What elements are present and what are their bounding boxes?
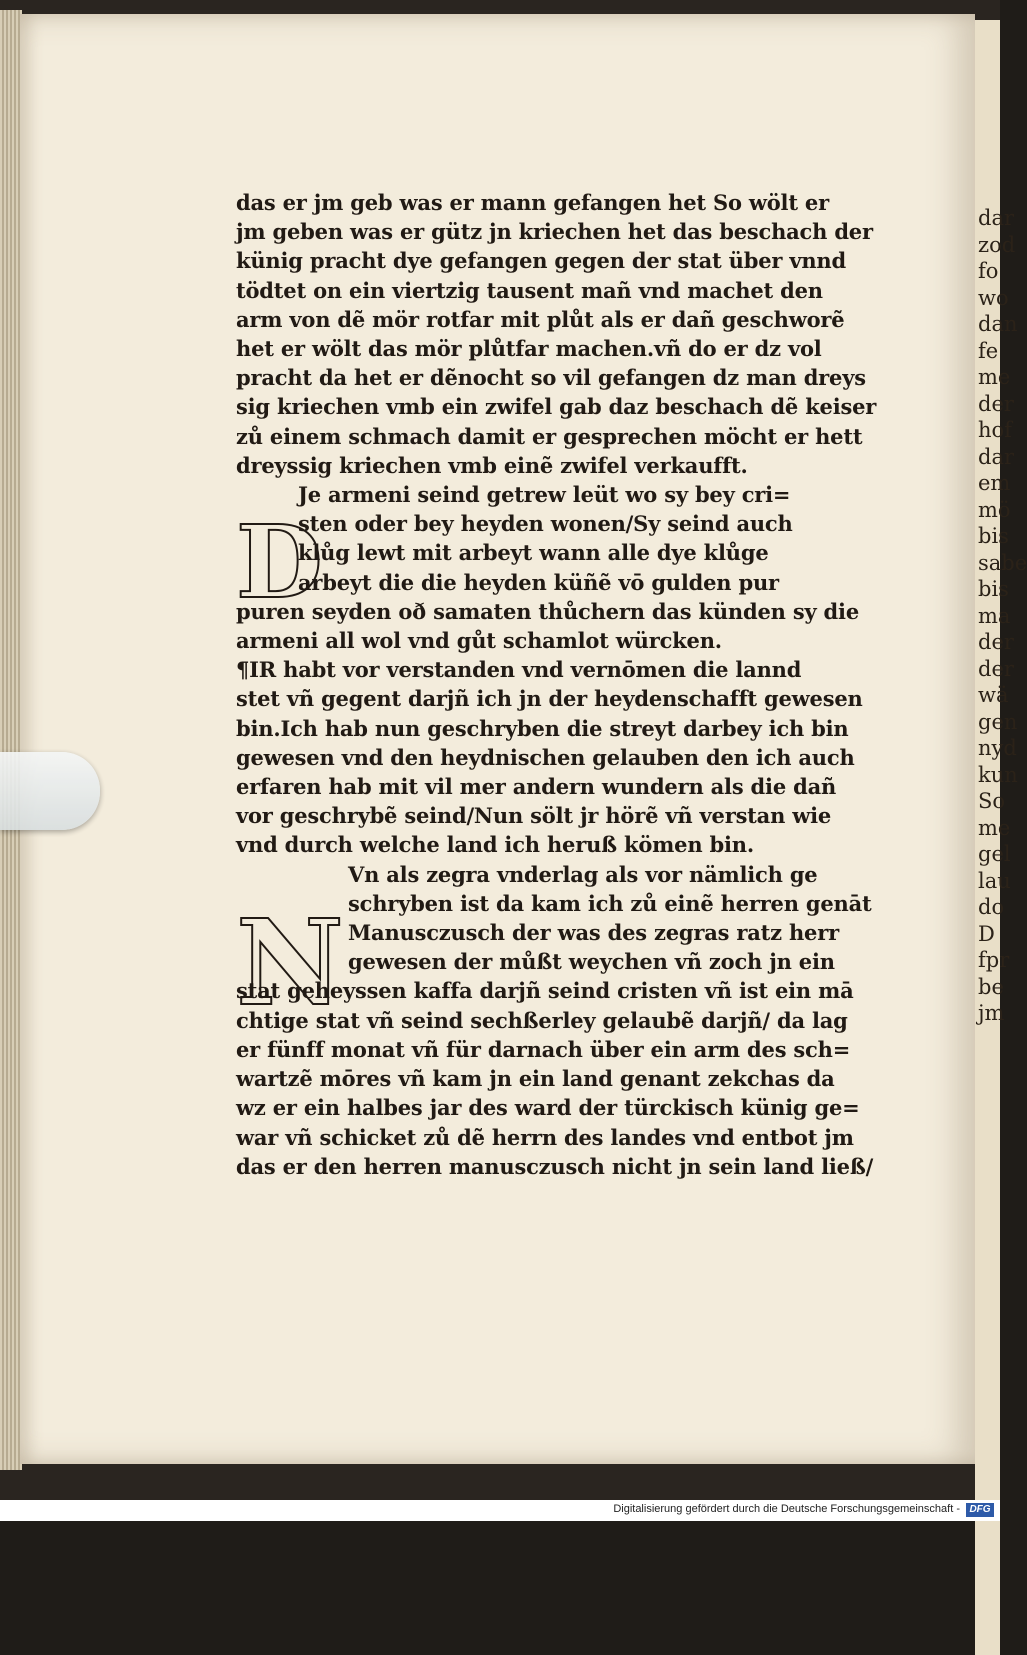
- funding-notice: Digitalisierung gefördert durch die Deutsche Forschungsgemeinschaft -: [613, 1503, 960, 1515]
- facing-page-fragment: der: [978, 391, 1014, 416]
- facing-page-fragment: sabe: [978, 550, 1027, 575]
- facing-page-fragment: fpr: [978, 948, 1010, 972]
- text-line: vnd durch welche land ich heruß kömen bin.: [236, 832, 754, 858]
- text-line: jm geben was er gütz jn kriechen het das beschach der: [236, 219, 873, 245]
- facing-page-fragment: be: [978, 974, 1004, 999]
- decorated-initial-d: D: [236, 503, 323, 621]
- text-line: armeni all wol vnd gůt schamlot würcken.: [236, 628, 722, 654]
- text-line: er fünff monat vñ für darnach über ein arm des sch=: [236, 1036, 851, 1062]
- facing-page-fragment: em: [978, 471, 1011, 495]
- text-line: bin.Ich hab nun geschryben die streyt darbey ich bin: [236, 715, 849, 741]
- text-line: arbeyt die die heyden küñẽ vō gulden pur: [298, 569, 779, 595]
- facing-page-fragment: fo: [978, 259, 999, 283]
- text-line: das er den herren manusczusch nicht jn sein land ließ/: [236, 1153, 874, 1179]
- text-line: sig kriechen vmb ein zwifel gab daz beschach dẽ keiser: [236, 394, 877, 420]
- paragraph-2: [236, 480, 876, 655]
- text-line: Manusczusch der was des zegras ratz herr: [348, 920, 839, 946]
- text-line: pracht da het er dẽnocht so vil gefangen dz man dreys: [236, 365, 866, 391]
- text-line: tödtet on ein viertzig tausent mañ vnd machet den: [236, 277, 823, 303]
- facing-page-fragment: fe: [978, 338, 999, 363]
- text-line: erfaren hab mit vil mer andern wundern als die dañ: [236, 774, 837, 800]
- text-line: chtige stat vñ seind sechßerley gelaubẽ darjñ/ da lag: [236, 1007, 848, 1033]
- facing-page-fragment: D: [978, 921, 995, 946]
- footer-bar: [0, 1500, 1000, 1521]
- facing-page-fragment: mö: [978, 497, 1011, 522]
- facing-page-fragment: kun: [978, 762, 1018, 787]
- facing-page-fragment: me: [978, 365, 1011, 389]
- facing-page-fragment: gen: [978, 709, 1018, 734]
- facing-page-fragment: der: [978, 630, 1014, 654]
- facing-page-fragment: jm: [978, 1001, 1005, 1025]
- decorated-initial-n: N: [236, 893, 344, 1032]
- facing-page-fragment: nyd: [978, 736, 1017, 760]
- facing-page-fragment: dar: [978, 444, 1015, 469]
- facing-page-edge: [975, 20, 1027, 1655]
- text-line: künig pracht dye gefangen gegen der stat über vnnd: [236, 248, 846, 274]
- text-line: schryben ist da kam ich zů einẽ herren genāt: [348, 890, 872, 916]
- facing-page-fragment: bis: [978, 524, 1009, 548]
- text-line: war vñ schicket zů dẽ herrn des landes vnd entbot jm: [236, 1124, 854, 1150]
- paragraph-1: [236, 188, 876, 480]
- facing-page-fragment: dar: [978, 206, 1015, 230]
- text-line: gewesen vnd den heydnischen gelauben den ich auch: [236, 744, 855, 770]
- text-line: puren seyden oð samaten thůchern das künden sy die: [236, 598, 859, 624]
- facing-page-fragment: lau: [978, 868, 1011, 893]
- text-line: wartzẽ mōres vñ kam jn ein land genant zekchas da: [236, 1066, 835, 1092]
- facing-page-fragment: hof: [978, 418, 1012, 442]
- paragraph-3: [236, 655, 876, 859]
- text-line: klůg lewt mit arbeyt wann alle dye klůge: [298, 540, 769, 566]
- text-line: gewesen der můßt weychen vñ zoch jn ein: [348, 949, 835, 975]
- facing-page-fragment: me: [978, 815, 1011, 840]
- text-line: ¶IR habt vor verstanden vnd vernōmen die lannd: [236, 657, 802, 683]
- text-line: Vn als zegra vnderlag als vor nämlich ge: [348, 861, 818, 887]
- facing-page-fragment: der: [978, 656, 1014, 681]
- facing-page-fragment: wo: [978, 285, 1009, 310]
- facing-page-fragment: gel: [978, 842, 1011, 866]
- facing-page-fragment: zod: [978, 232, 1016, 257]
- text-line: stat geheyssen kaffa darjñ seind cristen vñ ist ein mā: [236, 978, 854, 1004]
- facing-page-fragment: wä: [978, 683, 1009, 707]
- page-stack-edge: [0, 10, 22, 1470]
- facing-page-fragment: dan: [978, 312, 1018, 336]
- facing-page-fragment: ma: [978, 603, 1011, 628]
- dfg-logo: DFG: [966, 1503, 994, 1517]
- facing-page-fragment: bis: [978, 577, 1009, 601]
- text-line: das er jm geb was er mann gefangen het So wölt er: [236, 190, 829, 215]
- facing-page-fragment: do: [978, 895, 1005, 919]
- text-line: wz er ein halbes jar des ward der türckisch künig ge=: [236, 1095, 860, 1121]
- text-line: dreyssig kriechen vmb einẽ zwifel verkaufft.: [236, 452, 748, 478]
- text-line: Je armeni seind getrew leüt wo sy bey cri=: [298, 482, 791, 508]
- text-line: zů einem schmach damit er gesprechen möcht er hett: [236, 423, 863, 449]
- facing-page-fragment: So: [978, 789, 1006, 813]
- text-line: sten oder bey heyden wonen/Sy seind auch: [298, 511, 793, 537]
- text-line: het er wölt das mör plůtfar machen.vñ do er dz vol: [236, 336, 822, 362]
- text-line: stet vñ gegent darjñ ich jn der heydenschafft gewesen: [236, 686, 863, 712]
- text-line: arm von dẽ mör rotfar mit plůt als er dañ geschworẽ: [236, 306, 845, 332]
- text-line: vor geschrybẽ seind/Nun sölt jr hörẽ vñ verstan wie: [236, 803, 832, 829]
- page-clip: [0, 752, 100, 830]
